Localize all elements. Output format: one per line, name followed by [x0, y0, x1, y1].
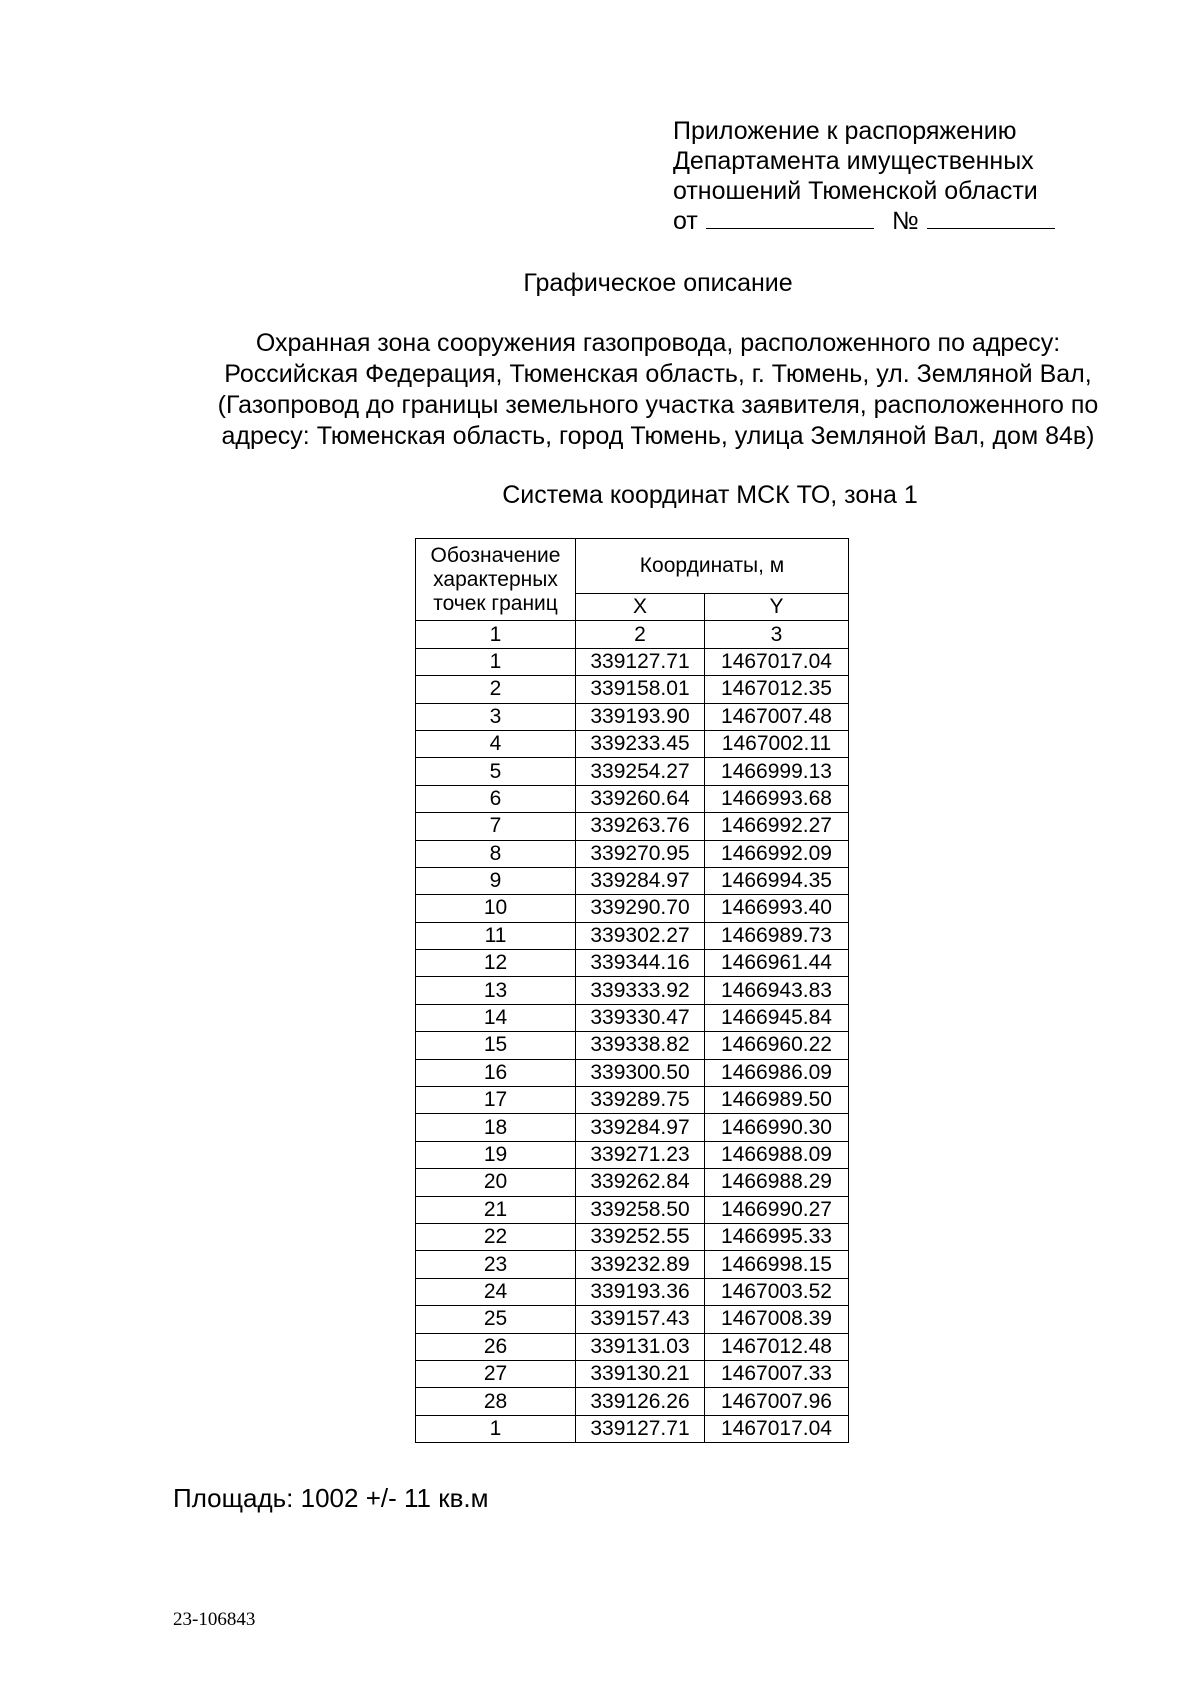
table-row [416, 1059, 849, 1086]
column-number: 1 [416, 621, 576, 648]
x-coordinate-cell: 339157.43 [576, 1306, 705, 1333]
x-coordinate-cell: 339126.26 [576, 1388, 705, 1415]
x-coordinate-cell: 339289.75 [576, 1087, 705, 1114]
x-coordinate-cell: 339284.97 [576, 1114, 705, 1141]
x-coordinate-cell: 339127.71 [576, 1415, 705, 1442]
y-coordinate-cell: 1466989.73 [705, 922, 849, 949]
y-coordinate-cell: 1466992.27 [705, 813, 849, 840]
y-coordinate-cell: 1467002.11 [705, 730, 849, 757]
y-coordinate-cell: 1466990.30 [705, 1114, 849, 1141]
x-coordinate-cell: 339284.97 [576, 867, 705, 894]
point-number-cell: 2 [416, 676, 576, 703]
table-row [416, 1306, 849, 1333]
number-blank [927, 206, 1055, 229]
x-coordinate-cell: 339270.95 [576, 840, 705, 867]
table-row [416, 648, 849, 675]
x-coordinate-cell: 339338.82 [576, 1032, 705, 1059]
x-coordinate-cell: 339300.50 [576, 1059, 705, 1086]
column-number: 2 [576, 621, 705, 648]
point-number-cell: 26 [416, 1333, 576, 1360]
table-row [416, 1278, 849, 1305]
table-row [416, 813, 849, 840]
table-row [416, 676, 849, 703]
y-coordinate-cell: 1466943.83 [705, 977, 849, 1004]
table-row [416, 867, 849, 894]
table-row [416, 1087, 849, 1114]
x-coordinate-cell: 339302.27 [576, 922, 705, 949]
coordinates-table [415, 538, 849, 1443]
table-header-row [416, 539, 849, 594]
point-number-cell: 3 [416, 703, 576, 730]
point-number-cell: 28 [416, 1388, 576, 1415]
y-coordinate-cell: 1467007.33 [705, 1360, 849, 1387]
x-coordinate-cell: 339232.89 [576, 1251, 705, 1278]
description-line: адресу: Тюменская область, город Тюмень, улица Земляной Вал, дом 84в) [221, 422, 1095, 450]
y-coordinate-cell: 1466961.44 [705, 950, 849, 977]
point-number-cell: 4 [416, 730, 576, 757]
x-coordinate-cell: 339254.27 [576, 758, 705, 785]
x-coordinate-cell: 339130.21 [576, 1360, 705, 1387]
appendix-line-2: Департамента имущественных [673, 147, 1034, 175]
x-coordinate-cell: 339260.64 [576, 785, 705, 812]
table-row [416, 1223, 849, 1250]
y-coordinate-cell: 1466988.29 [705, 1169, 849, 1196]
x-coordinate-cell: 339131.03 [576, 1333, 705, 1360]
point-number-cell: 22 [416, 1223, 576, 1250]
point-number-cell: 1 [416, 1415, 576, 1442]
point-number-cell: 17 [416, 1087, 576, 1114]
x-coordinate-cell: 339262.84 [576, 1169, 705, 1196]
document-title: Графическое описание [523, 269, 793, 297]
object-description [0, 328, 1200, 452]
table-row [416, 895, 849, 922]
x-coordinate-cell: 339263.76 [576, 813, 705, 840]
point-number-cell: 9 [416, 867, 576, 894]
document-number: 23-106843 [173, 1609, 256, 1630]
coordinate-system: Система координат МСК ТО, зона 1 [502, 481, 918, 509]
header-points-line: точек границ [433, 591, 558, 615]
y-coordinate-cell: 1467008.39 [705, 1306, 849, 1333]
appendix-line-1: Приложение к распоряжению [673, 117, 1017, 145]
x-coordinate-cell: 339252.55 [576, 1223, 705, 1250]
table-row [416, 1388, 849, 1415]
y-coordinate-cell: 1466988.09 [705, 1141, 849, 1168]
point-number-cell: 24 [416, 1278, 576, 1305]
column-number: 3 [705, 621, 849, 648]
table-row [416, 1141, 849, 1168]
point-number-cell: 13 [416, 977, 576, 1004]
x-coordinate-cell: 339344.16 [576, 950, 705, 977]
header-coordinates: Координаты, м [576, 539, 849, 594]
table-row [416, 758, 849, 785]
x-coordinate-cell: 339193.90 [576, 703, 705, 730]
y-coordinate-cell: 1466992.09 [705, 840, 849, 867]
y-coordinate-cell: 1467012.35 [705, 676, 849, 703]
header-x: X [576, 594, 705, 621]
coordinates-table-body [416, 539, 849, 1443]
y-coordinate-cell: 1466995.33 [705, 1223, 849, 1250]
y-coordinate-cell: 1466986.09 [705, 1059, 849, 1086]
point-number-cell: 16 [416, 1059, 576, 1086]
point-number-cell: 25 [416, 1306, 576, 1333]
table-row [416, 1415, 849, 1442]
table-row [416, 703, 849, 730]
from-label: от [673, 207, 698, 235]
table-row [416, 1360, 849, 1387]
column-number-row [416, 621, 849, 648]
table-row [416, 950, 849, 977]
table-row [416, 730, 849, 757]
x-coordinate-cell: 339333.92 [576, 977, 705, 1004]
x-coordinate-cell: 339158.01 [576, 676, 705, 703]
appendix-date-number-line [673, 206, 1055, 236]
area-value: Площадь: 1002 +/- 11 кв.м [173, 1483, 489, 1513]
point-number-cell: 14 [416, 1004, 576, 1031]
y-coordinate-cell: 1466993.40 [705, 895, 849, 922]
header-points [416, 539, 576, 621]
y-coordinate-cell: 1466989.50 [705, 1087, 849, 1114]
point-number-cell: 19 [416, 1141, 576, 1168]
y-coordinate-cell: 1466990.27 [705, 1196, 849, 1223]
x-coordinate-cell: 339193.36 [576, 1278, 705, 1305]
date-blank [706, 206, 874, 229]
description-line: Российская Федерация, Тюменская область, г. Тюмень, ул. Земляной Вал, [224, 360, 1092, 388]
y-coordinate-cell: 1467007.48 [705, 703, 849, 730]
table-row [416, 1169, 849, 1196]
y-coordinate-cell: 1466999.13 [705, 758, 849, 785]
x-coordinate-cell: 339258.50 [576, 1196, 705, 1223]
point-number-cell: 12 [416, 950, 576, 977]
table-row [416, 840, 849, 867]
y-coordinate-cell: 1466960.22 [705, 1032, 849, 1059]
header-points-line: характерных [433, 567, 558, 591]
point-number-cell: 1 [416, 648, 576, 675]
table-row [416, 1251, 849, 1278]
header-points-line: Обозначение [430, 543, 561, 567]
point-number-cell: 27 [416, 1360, 576, 1387]
y-coordinate-cell: 1467003.52 [705, 1278, 849, 1305]
y-coordinate-cell: 1466945.84 [705, 1004, 849, 1031]
table-row [416, 785, 849, 812]
point-number-cell: 18 [416, 1114, 576, 1141]
y-coordinate-cell: 1467017.04 [705, 648, 849, 675]
table-row [416, 1196, 849, 1223]
point-number-cell: 10 [416, 895, 576, 922]
y-coordinate-cell: 1466998.15 [705, 1251, 849, 1278]
y-coordinate-cell: 1467012.48 [705, 1333, 849, 1360]
description-line: (Газопровод до границы земельного участка заявителя, расположенного по [217, 391, 1099, 419]
y-coordinate-cell: 1466994.35 [705, 867, 849, 894]
point-number-cell: 8 [416, 840, 576, 867]
table-row [416, 922, 849, 949]
header-y: Y [705, 594, 849, 621]
point-number-cell: 15 [416, 1032, 576, 1059]
appendix-block [673, 116, 1055, 236]
table-row [416, 1032, 849, 1059]
point-number-cell: 6 [416, 785, 576, 812]
appendix-line-3: отношений Тюменской области [673, 177, 1038, 205]
point-number-cell: 21 [416, 1196, 576, 1223]
x-coordinate-cell: 339271.23 [576, 1141, 705, 1168]
point-number-cell: 5 [416, 758, 576, 785]
point-number-cell: 7 [416, 813, 576, 840]
number-label: № [891, 207, 919, 235]
x-coordinate-cell: 339290.70 [576, 895, 705, 922]
point-number-cell: 20 [416, 1169, 576, 1196]
point-number-cell: 11 [416, 922, 576, 949]
y-coordinate-cell: 1467007.96 [705, 1388, 849, 1415]
y-coordinate-cell: 1466993.68 [705, 785, 849, 812]
table-row [416, 1114, 849, 1141]
table-row [416, 1333, 849, 1360]
table-row [416, 977, 849, 1004]
x-coordinate-cell: 339233.45 [576, 730, 705, 757]
description-line: Охранная зона сооружения газопровода, расположенного по адресу: [255, 329, 1061, 357]
point-number-cell: 23 [416, 1251, 576, 1278]
y-coordinate-cell: 1467017.04 [705, 1415, 849, 1442]
x-coordinate-cell: 339330.47 [576, 1004, 705, 1031]
table-row [416, 1004, 849, 1031]
x-coordinate-cell: 339127.71 [576, 648, 705, 675]
